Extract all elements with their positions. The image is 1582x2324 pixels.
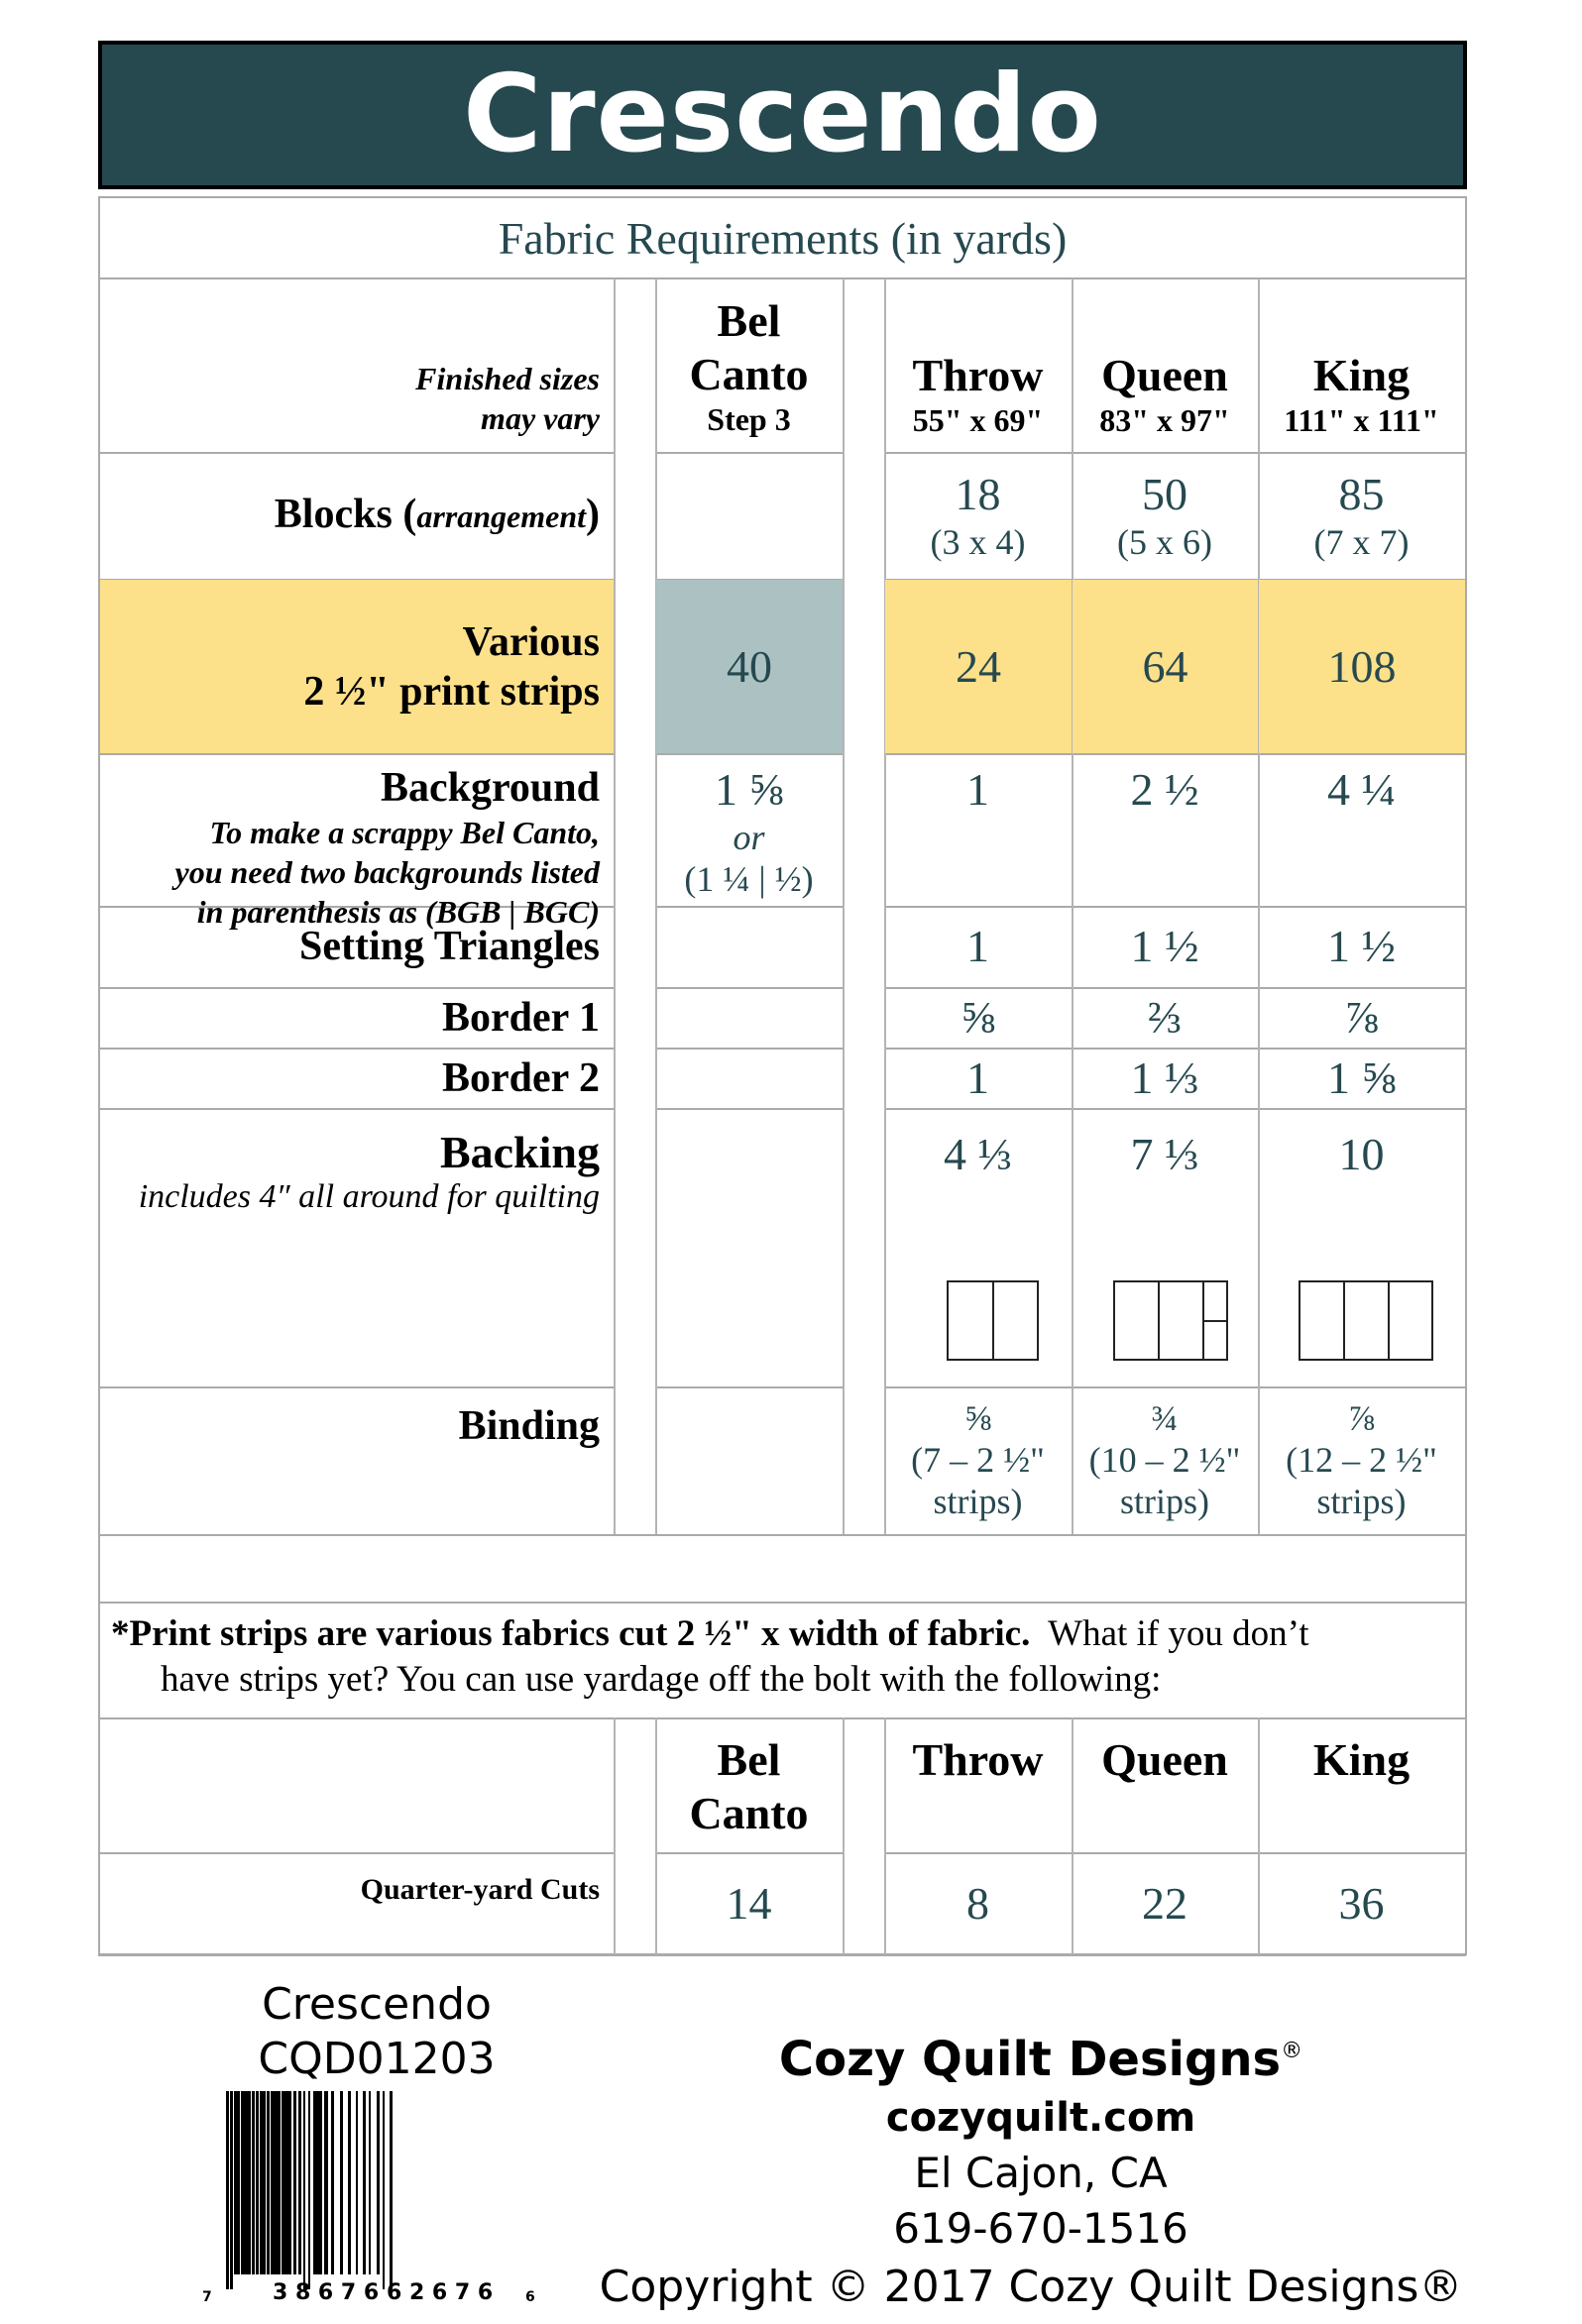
row-label-binding xyxy=(100,1387,614,1534)
or-text: or xyxy=(733,818,765,857)
column-name: Bel xyxy=(717,1734,781,1785)
row-label-border-1 xyxy=(100,987,614,1048)
strips-king xyxy=(1259,580,1465,753)
scrappy-yardage: (1 ¼ | ½) xyxy=(684,859,814,899)
barcode-bar xyxy=(356,2091,358,2274)
strip-count: 40 xyxy=(727,640,772,692)
barcode-bar xyxy=(390,2091,393,2289)
row-label: Blocks xyxy=(274,492,393,537)
yardage-value: 1 xyxy=(966,921,989,971)
panel-seam xyxy=(1388,1282,1390,1359)
column-divider xyxy=(843,278,845,1534)
barcode-bar xyxy=(363,2091,366,2274)
row-label-quarter-yard xyxy=(100,1853,614,1954)
barcode-digits: 7 xyxy=(202,2289,212,2304)
barcode-bar xyxy=(230,2091,233,2289)
strips-bel-canto xyxy=(656,580,843,753)
barcode-bar xyxy=(369,2091,371,2274)
column-divider xyxy=(614,278,616,1534)
barcode-bar xyxy=(324,2091,328,2274)
column-name: King xyxy=(1312,350,1411,400)
barcode-bar xyxy=(260,2091,266,2274)
strip-count: 24 xyxy=(956,640,1001,692)
binding-queen xyxy=(1072,1387,1258,1534)
row-divider xyxy=(98,1602,1466,1604)
column-name: Canto xyxy=(689,349,809,399)
strip-count-text: (10 – 2 ½" xyxy=(1088,1440,1241,1480)
yardage-value: 4 ⅓ xyxy=(944,1129,1012,1179)
column-header-king xyxy=(1258,279,1465,452)
barcode xyxy=(198,2091,540,2304)
company-name xyxy=(694,2022,1388,2089)
yardage-value: ⅞ xyxy=(1344,991,1379,1043)
yardage-value: 4 ¼ xyxy=(1327,764,1396,815)
column-subtitle: 55" x 69" xyxy=(912,402,1044,438)
barcode-bar xyxy=(241,2091,251,2274)
row-label-backing xyxy=(100,1110,614,1386)
panel-seam xyxy=(1158,1282,1160,1359)
yardage-value: 1 ½ xyxy=(1130,921,1199,971)
row-divider xyxy=(655,1048,843,1050)
barcode-bar xyxy=(340,2091,343,2274)
yardage-value: ⅞ xyxy=(1348,1398,1375,1438)
row-divider xyxy=(655,987,843,989)
company-city: El Cajon, CA xyxy=(914,2149,1168,2197)
barcode-bar xyxy=(267,2091,270,2274)
barcode-bar xyxy=(308,2091,310,2289)
binding-king xyxy=(1258,1387,1465,1534)
backing-diagram-king xyxy=(1299,1280,1433,1361)
border2-throw xyxy=(884,1048,1072,1108)
block-count: 85 xyxy=(1338,469,1385,519)
blocks-queen xyxy=(1072,452,1258,579)
background-bel-canto xyxy=(655,755,843,906)
requirements-title: Fabric Requirements (in yards) xyxy=(498,212,1068,264)
column-divider xyxy=(614,1717,616,1954)
row-label-border-2 xyxy=(100,1048,614,1108)
column-header-throw xyxy=(884,279,1072,452)
row-label: Setting Triangles xyxy=(299,924,600,969)
row-note: includes 4″ all around for quilting xyxy=(138,1178,600,1215)
strip-count-text: strips) xyxy=(1120,1482,1209,1521)
barcode-bar xyxy=(377,2091,380,2274)
yardage-value: 1 xyxy=(966,1051,989,1103)
yardage-value: ⅝ xyxy=(960,991,995,1043)
cut-count: 36 xyxy=(1338,1878,1385,1929)
column-name: Throw xyxy=(912,350,1044,400)
row-label: 2 ½" print strips xyxy=(303,668,600,715)
column-name: Bel xyxy=(717,295,781,346)
border1-throw xyxy=(884,987,1072,1048)
barcode-bar xyxy=(313,2091,322,2274)
yardage-value: ⅔ xyxy=(1147,991,1183,1043)
yardage-value: 7 ⅓ xyxy=(1130,1129,1199,1179)
block-arrangement: (7 x 7) xyxy=(1313,522,1410,562)
qy-header-queen xyxy=(1072,1719,1258,1852)
footnote-bold: *Print strips are various fabrics cut 2 ½" x width of fabric. xyxy=(111,1613,1031,1654)
website-link[interactable]: cozyquilt.com xyxy=(885,2095,1196,2141)
barcode-graphic xyxy=(198,2091,540,2304)
binding-throw xyxy=(884,1387,1072,1534)
row-divider xyxy=(655,906,843,908)
border2-queen xyxy=(1072,1048,1258,1108)
row-divider xyxy=(655,1386,843,1388)
border2-king xyxy=(1258,1048,1465,1108)
footer-pattern-code: CQD01203 xyxy=(258,2034,496,2084)
row-label: Border 1 xyxy=(441,994,600,1041)
panel-seam xyxy=(1202,1320,1226,1322)
yardage-value: 1 ⅓ xyxy=(1130,1051,1199,1103)
strips-queen xyxy=(1073,580,1258,753)
header-note-cell xyxy=(100,279,614,452)
cut-count: 22 xyxy=(1142,1878,1187,1929)
row-label: Background xyxy=(381,765,600,811)
company-name-text: Cozy Quilt Designs xyxy=(778,2032,1282,2087)
row-label: Quarter-yard Cuts xyxy=(360,1873,600,1906)
barcode-bar xyxy=(282,2091,291,2274)
strip-count-text: (12 – 2 ½" xyxy=(1286,1440,1437,1480)
may-vary-note: may vary xyxy=(481,400,600,436)
qy-header-bel-canto xyxy=(655,1719,843,1852)
background-throw xyxy=(884,755,1072,906)
row-label: Backing xyxy=(439,1127,600,1177)
setting-queen xyxy=(1072,906,1258,987)
strip-count-text: strips) xyxy=(1316,1482,1407,1521)
block-arrangement: (5 x 6) xyxy=(1117,522,1212,562)
row-divider xyxy=(98,1534,1466,1536)
strip-count-text: (7 – 2 ½" xyxy=(911,1440,1045,1480)
yardage-value: ¾ xyxy=(1151,1398,1179,1438)
column-name: Queen xyxy=(1101,350,1228,400)
yardage-value: 10 xyxy=(1338,1129,1385,1179)
column-header-bel-canto xyxy=(655,279,843,452)
cut-count: 8 xyxy=(966,1878,989,1929)
barcode-bar xyxy=(383,2091,385,2289)
barcode-bar xyxy=(303,2091,305,2289)
border1-queen xyxy=(1072,987,1258,1048)
setting-throw xyxy=(884,906,1072,987)
barcode-digits: 3 8 6 7 6 xyxy=(273,2280,380,2304)
row-divider xyxy=(655,452,843,454)
block-count: 18 xyxy=(955,469,1001,519)
barcode-bar xyxy=(298,2091,301,2274)
barcode-bar xyxy=(256,2091,259,2274)
cut-count: 14 xyxy=(726,1878,772,1929)
barcode-bar xyxy=(293,2091,296,2274)
qy-bel-canto xyxy=(655,1853,843,1954)
qy-throw xyxy=(884,1853,1072,1954)
blocks-king xyxy=(1258,452,1465,579)
background-king xyxy=(1258,755,1465,906)
row-label-setting-triangles xyxy=(100,906,614,987)
row-note: in parenthesis as (BGB | BGC) xyxy=(196,894,600,930)
strip-count-text: strips) xyxy=(933,1482,1023,1521)
row-label: Border 2 xyxy=(441,1054,600,1101)
row-divider xyxy=(98,1954,1466,1956)
row-divider xyxy=(655,1108,843,1110)
barcode-bar xyxy=(331,2091,334,2274)
strip-count: 64 xyxy=(1142,640,1188,692)
footnote-text: What if you don’t xyxy=(1048,1613,1309,1654)
barcode-digits: 6 xyxy=(525,2289,535,2304)
finished-sizes-note: Finished sizes xyxy=(415,361,600,396)
qy-header-throw xyxy=(884,1719,1072,1852)
barcode-bar xyxy=(252,2091,255,2274)
company-phone: 619-670-1516 xyxy=(893,2204,1188,2253)
setting-king xyxy=(1258,906,1465,987)
row-label-blocks: Blocks (arrangement) xyxy=(274,492,600,537)
row-label-background xyxy=(100,755,614,930)
yardage-value: 2 ½ xyxy=(1130,764,1199,815)
block-arrangement: (3 x 4) xyxy=(930,522,1026,562)
qy-header-king xyxy=(1258,1719,1465,1852)
column-subtitle: Step 3 xyxy=(707,401,791,437)
panel-seam xyxy=(992,1282,994,1359)
registered-mark: ® xyxy=(1281,2039,1303,2063)
backing-diagram-queen xyxy=(1113,1280,1228,1361)
requirements-title-cell xyxy=(98,198,1467,277)
barcode-bar xyxy=(234,2091,240,2274)
column-name: King xyxy=(1312,1734,1411,1785)
footer-pattern-name: Crescendo xyxy=(262,1979,492,2030)
column-subtitle: 111" x 111" xyxy=(1284,402,1439,438)
yardage-value: 1 ⅝ xyxy=(715,764,783,815)
column-name: Queen xyxy=(1101,1734,1228,1785)
column-name: Throw xyxy=(912,1734,1044,1785)
qy-queen xyxy=(1072,1853,1258,1954)
strips-throw xyxy=(885,580,1072,753)
panel-seam xyxy=(1343,1282,1345,1359)
qy-king xyxy=(1258,1853,1465,1954)
pattern-title: Crescendo xyxy=(463,53,1102,176)
print-strips-footnote xyxy=(111,1611,1459,1703)
barcode-bar xyxy=(348,2091,351,2274)
block-count: 50 xyxy=(1142,469,1187,519)
barcode-bar xyxy=(226,2091,229,2289)
row-note: To make a scrappy Bel Canto, xyxy=(209,815,600,850)
column-subtitle: 83" x 97" xyxy=(1099,402,1230,438)
yardage-value: 1 ½ xyxy=(1327,921,1396,971)
copyright: Copyright © 2017 Cozy Quilt Designs® xyxy=(599,2262,1463,2312)
footnote-text: have strips yet? You can use yardage off the bolt with the following: xyxy=(161,1659,1162,1700)
column-header-queen xyxy=(1072,279,1258,452)
border1-king xyxy=(1258,987,1465,1048)
column-name: Canto xyxy=(689,1788,809,1838)
row-label-print-strips xyxy=(100,580,614,753)
title-banner xyxy=(98,41,1467,189)
background-queen xyxy=(1072,755,1258,906)
barcode-digits: 6 2 6 7 6 xyxy=(387,2280,494,2304)
yardage-value: 1 xyxy=(966,764,989,815)
barcode-bar xyxy=(271,2091,281,2274)
column-divider xyxy=(655,278,657,1534)
column-divider xyxy=(843,1717,845,1954)
yardage-value: 1 ⅝ xyxy=(1327,1051,1396,1103)
yardage-value: ⅝ xyxy=(964,1398,991,1438)
backing-diagram-throw xyxy=(947,1280,1039,1361)
row-label: Various xyxy=(462,618,600,665)
row-label: Binding xyxy=(458,1403,600,1449)
row-label-note: arrangement xyxy=(416,498,586,534)
blocks-throw xyxy=(884,452,1072,579)
strip-count: 108 xyxy=(1327,640,1397,692)
row-note: you need two backgrounds listed xyxy=(174,854,600,890)
